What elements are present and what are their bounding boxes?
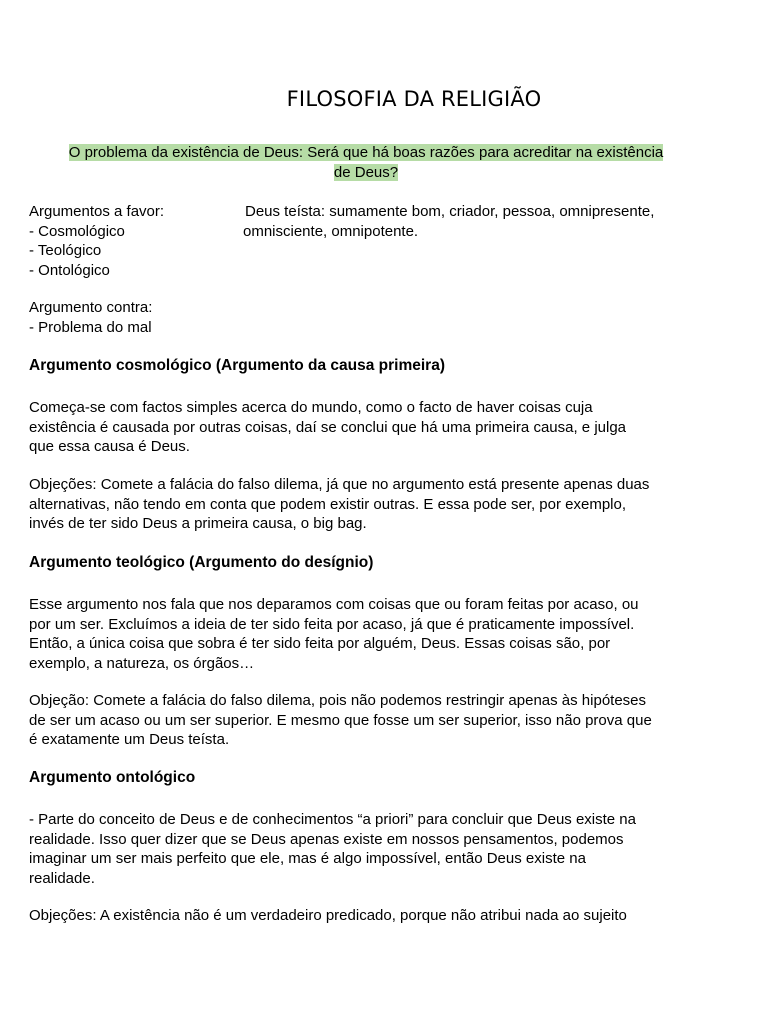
theist-god-definition [243,202,683,241]
paragraph-line: por um ser. Excluímos a ideia de ter sido feita por acaso, já que é praticamente impossível. [29,615,635,633]
paragraph-line: Então, a única coisa que sobra é ter sido feita por alguém, Deus. Essas coisas são, por [29,635,611,652]
paragraph-line: realidade. Isso quer dizer que se Deus apenas existe em nossos pensamentos, podemos [29,830,624,848]
subtitle-line-2: de Deus? [333,163,399,181]
section-heading: Argumento teológico (Argumento do desígnio) [29,554,374,571]
paragraph-line: Objeções: Comete a falácia do falso dilema, já que no argumento está presente apenas duas [29,476,650,493]
list-item: - Problema do mal [29,318,152,336]
list-item: - Cosmológico [29,222,125,240]
paragraph-line: realidade. [29,869,95,887]
section-heading: Argumento ontológico [29,769,196,786]
paragraph-line: invés de ter sido Deus a primeira causa, o big bag. [29,515,367,532]
paragraph [29,398,689,457]
paragraph-line: de ser um acaso ou um ser superior. E mesmo que fosse um ser superior, isso não prova que [29,711,652,729]
paragraph-line: é exatamente um Deus teísta. [29,731,230,748]
arguments-for-heading: Argumentos a favor: [29,203,165,220]
paragraph [29,595,689,673]
definition-line-2: omnisciente, omnipotente. [243,222,419,240]
paragraph-line: Objeção: Comete a falácia do falso dilema, pois não podemos restringir apenas às hipóteses [29,692,647,709]
paragraph-line: Esse argumento nos fala que nos deparamos com coisas que ou foram feitas por acaso, ou [29,596,639,613]
arguments-against-list [29,298,152,337]
paragraph-line: - Parte do conceito de Deus e de conhecimentos “a priori” para concluir que Deus existe na [29,811,636,828]
document-title: FILOSOFIA DA RELIGIÃO [286,87,542,111]
paragraph-line: existência é causada por outras coisas, daí se conclui que há uma primeira causa, e julga [29,418,627,436]
question-subtitle [56,143,676,182]
paragraph-line: imaginar um ser mais perfeito que ele, mas é algo impossível, então Deus existe na [29,850,586,867]
paragraph-line: que essa causa é Deus. [29,438,190,455]
paragraph [29,691,689,750]
list-item: - Teológico [29,242,102,259]
section-heading: Argumento cosmológico (Argumento da causa primeira) [29,357,445,374]
paragraph-line: Começa-se com factos simples acerca do mundo, como o facto de haver coisas cuja [29,399,593,416]
definition-line-1: Deus teísta: sumamente bom, criador, pessoa, omnipresente, [245,203,655,220]
paragraph [29,475,689,534]
subtitle-line-1: O problema da existência de Deus: Será que há boas razões para acreditar na existência [68,144,664,161]
arguments-against-heading: Argumento contra: [29,299,153,316]
arguments-for-list [29,202,164,280]
paragraph [29,906,689,926]
list-item: - Ontológico [29,261,110,279]
paragraph-line: exemplo, a natureza, os órgãos… [29,654,255,672]
paragraph-line: Objeções: A existência não é um verdadeiro predicado, porque não atribui nada ao sujeito [29,907,627,924]
paragraph-line: alternativas, não tendo em conta que podem existir outras. E essa pode ser, por exemplo, [29,495,627,513]
paragraph [29,810,689,888]
